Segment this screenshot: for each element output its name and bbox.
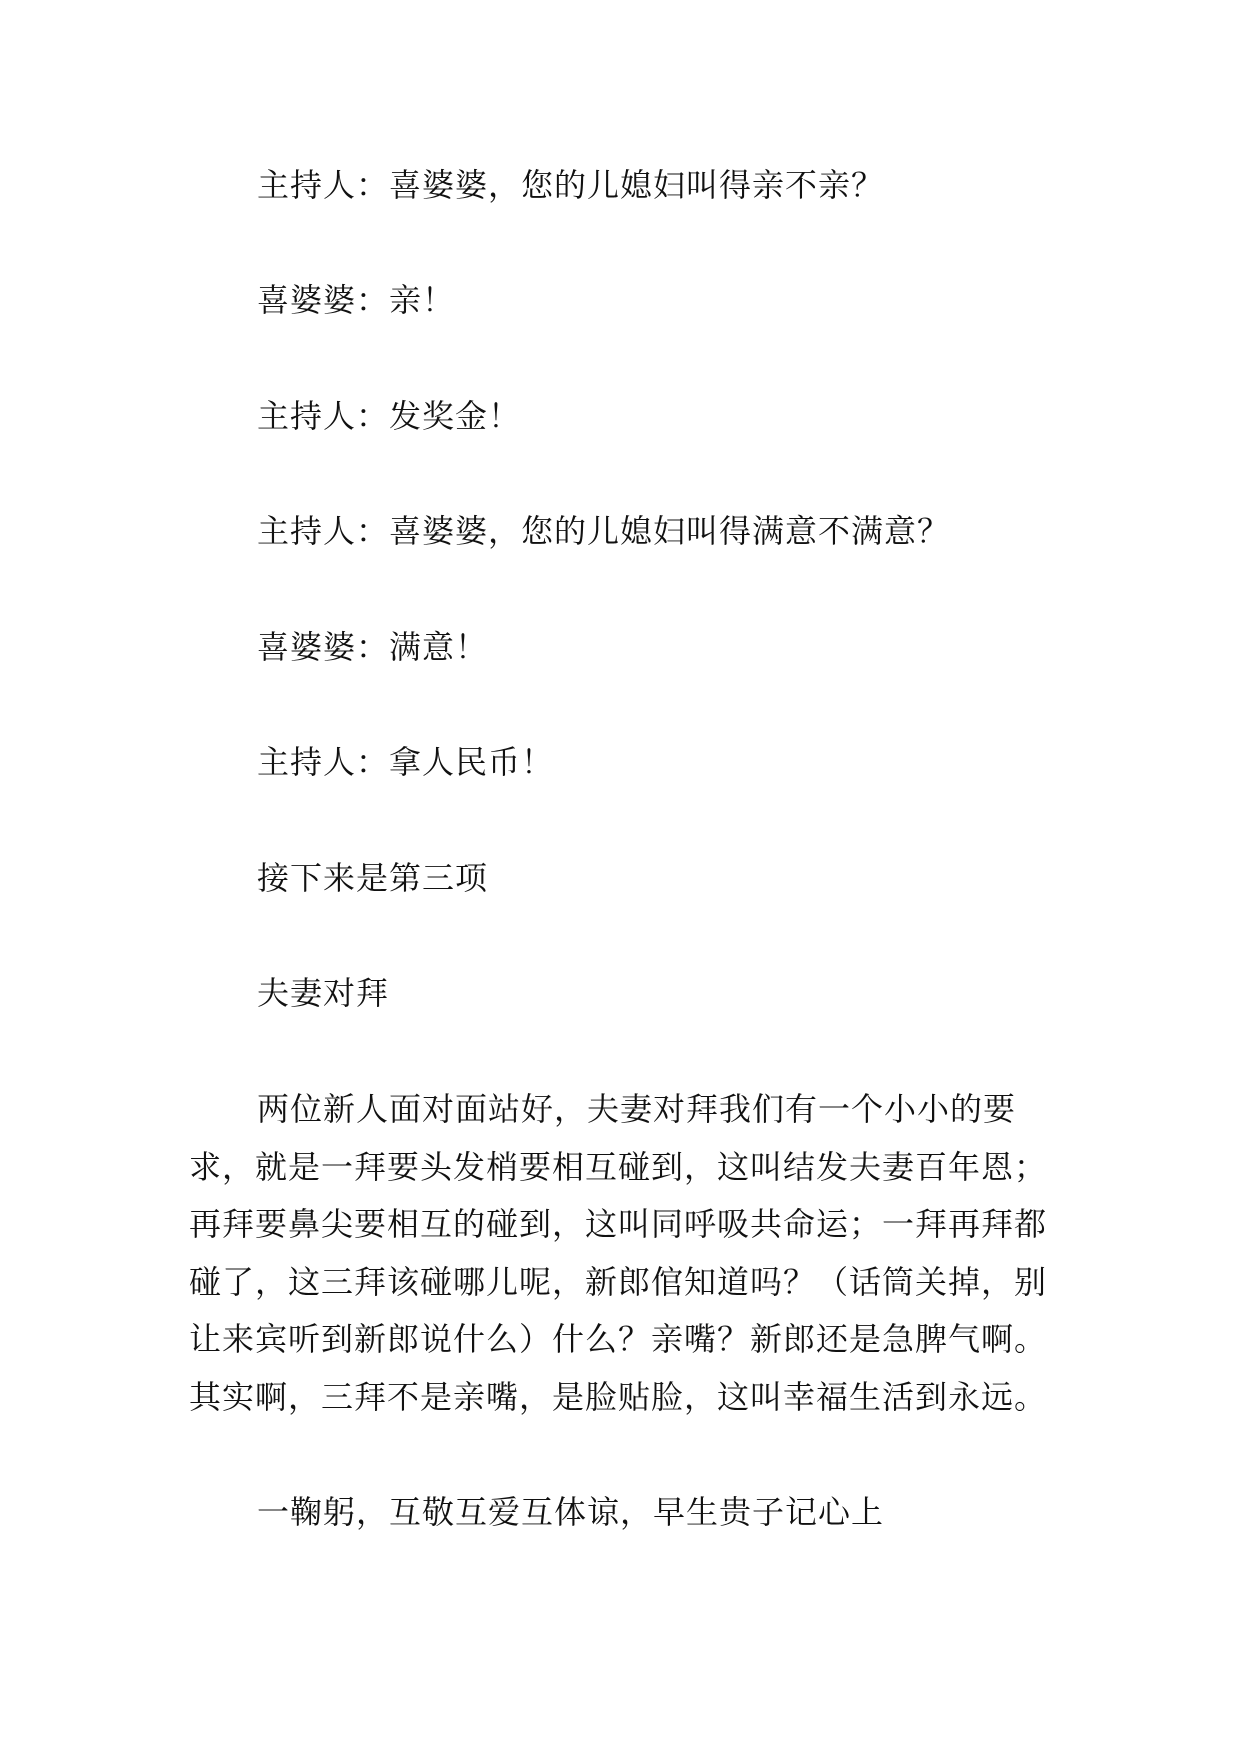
closing-line: 一鞠躬，互敬互爱互体谅，早生贵子记心上 xyxy=(257,1493,885,1531)
dialogue-line-4: 主持人：喜婆婆，您的儿媳妇叫得满意不满意？ xyxy=(257,512,951,550)
dialogue-line-5: 喜婆婆：满意！ xyxy=(257,628,489,666)
section-heading: 夫妻对拜 xyxy=(257,974,390,1012)
dialogue-line-6: 主持人：拿人民币！ xyxy=(257,743,555,781)
section-intro-line: 接下来是第三项 xyxy=(257,859,489,897)
body-paragraph: 两位新人面对面站好，夫妻对拜我们有一个小小的要求，就是一拜要头发梢要相互碰到，这叫结发夫妻百年恩；再拜要鼻尖要相互的碰到，这叫同呼吸共命运；一拜再拜都碰了，这三拜该碰哪儿呢，新郎倌知道吗？（话筒关掉，别让来宾听到新郎说什么）什么？亲嘴？新郎还是急脾气啊。其实啊，三拜不是亲嘴，是脸贴脸，这叫幸福生活到永远。 xyxy=(189,1090,1048,1416)
dialogue-line-2: 喜婆婆：亲！ xyxy=(257,281,456,319)
dialogue-line-3: 主持人：发奖金！ xyxy=(257,397,522,435)
dialogue-line-1: 主持人：喜婆婆，您的儿媳妇叫得亲不亲？ xyxy=(257,166,885,204)
